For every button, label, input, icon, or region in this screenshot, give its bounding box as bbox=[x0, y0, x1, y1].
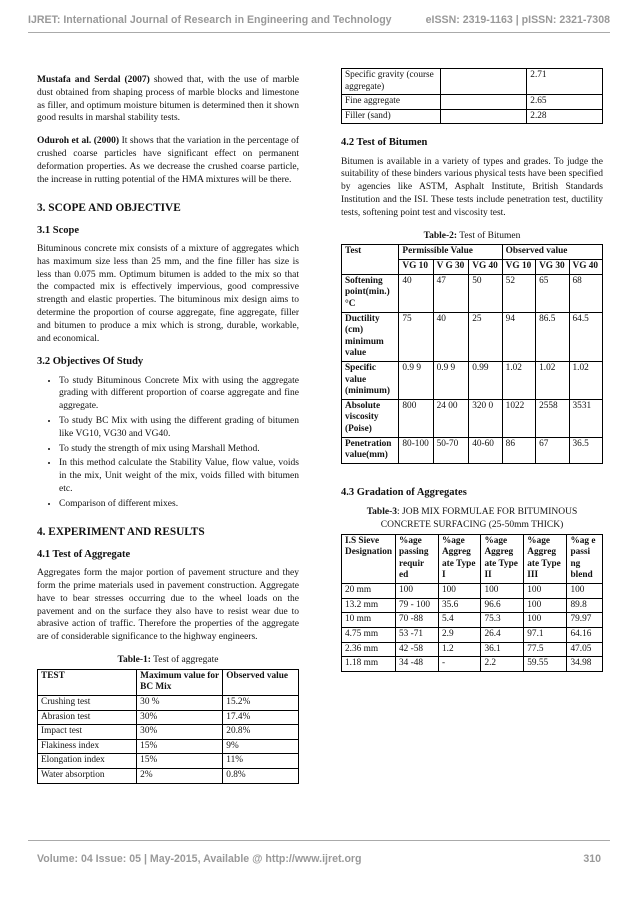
table-cell: 100 bbox=[396, 584, 439, 599]
objectives-list bbox=[37, 375, 299, 511]
table-cell: 2.71 bbox=[527, 69, 603, 95]
table-cell: 2% bbox=[137, 769, 223, 784]
table-row bbox=[342, 627, 603, 642]
table-cell: Filler (sand) bbox=[342, 109, 441, 124]
table-cell: 64.16 bbox=[567, 627, 603, 642]
table-row bbox=[342, 312, 603, 361]
table-cell: 80-100 bbox=[399, 437, 433, 463]
paragraph-aggregate: Aggregates form the major portion of pavement structure and they form the prime materials used in pavement construction. Aggregate have to bear stresses occurring due to the wheel loads on the pavement and on the surface they also have to resist wear due to abrasive action of traffic. Therefore the properties of the aggregate are of considerable significance to the highway engineers. bbox=[37, 568, 299, 643]
table-cell: 77.5 bbox=[524, 642, 567, 657]
table-cell: 4.75 mm bbox=[342, 627, 396, 642]
table-cell: 86 bbox=[502, 437, 535, 463]
table-cell: 53 -71 bbox=[396, 627, 439, 642]
table-header: VG 10 bbox=[399, 260, 433, 275]
table-cell: 65 bbox=[536, 274, 569, 312]
table-cell: Abrasion test bbox=[38, 710, 137, 725]
table-cell: Specific gravity (course aggregate) bbox=[342, 69, 441, 95]
table-header-row bbox=[342, 534, 603, 583]
caption-title: Test of Bitumen bbox=[457, 230, 521, 241]
table-header: VG 30 bbox=[536, 260, 569, 275]
paragraph-oduroh bbox=[37, 135, 299, 186]
table-cell: Elongation index bbox=[38, 754, 137, 769]
table-aggregate-continued bbox=[341, 68, 603, 124]
table-cell: Water absorption bbox=[38, 769, 137, 784]
table-cell: 1022 bbox=[502, 399, 535, 437]
table-cell: 15.2% bbox=[223, 696, 299, 711]
table-cell: Fine aggregate bbox=[342, 95, 441, 110]
table-cell: 30% bbox=[137, 725, 223, 740]
page-number: 310 bbox=[583, 853, 601, 865]
row-label: Softening point(min.)°C bbox=[342, 274, 399, 312]
table-cell: 30 % bbox=[137, 696, 223, 711]
table2-caption bbox=[341, 230, 603, 243]
author-ref: Mustafa and Serdal (2007) bbox=[37, 75, 150, 85]
table-row bbox=[342, 95, 603, 110]
table-header: V G 30 bbox=[433, 260, 469, 275]
table-header-row bbox=[38, 669, 299, 695]
table-cell: 52 bbox=[502, 274, 535, 312]
table-row bbox=[342, 657, 603, 672]
table-row bbox=[38, 769, 299, 784]
table-cell: 800 bbox=[399, 399, 433, 437]
table-cell: 10 mm bbox=[342, 613, 396, 628]
list-item: • To study BC Mix with using the different grading of bitumen like VG10, VG30 and VG40. bbox=[59, 415, 299, 441]
table-aggregate bbox=[37, 669, 299, 784]
table-cell: 100 bbox=[438, 584, 480, 599]
table-cell: 100 bbox=[524, 613, 567, 628]
table-header: I.S Sieve Designation bbox=[342, 534, 396, 583]
table-header: %age Aggreg ate Type II bbox=[481, 534, 524, 583]
table-cell: 86.5 bbox=[536, 312, 569, 361]
table-cell: 11% bbox=[223, 754, 299, 769]
table-row bbox=[342, 361, 603, 399]
table-cell: 35.6 bbox=[438, 598, 480, 613]
subsection-heading-3-2: 3.2 Objectives Of Study bbox=[37, 356, 144, 368]
table-header-row bbox=[342, 245, 603, 260]
table-row bbox=[342, 598, 603, 613]
table-cell: 34.98 bbox=[567, 657, 603, 672]
table-cell: 34 -48 bbox=[396, 657, 439, 672]
table-header: VG 10 bbox=[502, 260, 535, 275]
table-cell: 0.9 9 bbox=[399, 361, 433, 399]
table-cell: 2.65 bbox=[527, 95, 603, 110]
issn: eISSN: 2319-1163 | pISSN: 2321-7308 bbox=[425, 14, 610, 26]
row-label: Specific value (minimum) bbox=[342, 361, 399, 399]
table-cell: 79.97 bbox=[567, 613, 603, 628]
caption-label: Table-3 bbox=[366, 507, 397, 518]
table-row bbox=[342, 613, 603, 628]
table-row bbox=[342, 109, 603, 124]
caption-label: Table-2: bbox=[423, 230, 458, 241]
table-gradation bbox=[341, 534, 603, 672]
list-item: • To study Bituminous Concrete Mix with using the aggregate grading with different proportion of coarse aggregate and fine aggregate. bbox=[59, 375, 299, 413]
table-cell: 96.6 bbox=[481, 598, 524, 613]
table-cell: 1.02 bbox=[569, 361, 602, 399]
section-heading-4: 4. EXPERIMENT AND RESULTS bbox=[37, 525, 205, 538]
table-cell: 50 bbox=[469, 274, 502, 312]
table-row bbox=[38, 754, 299, 769]
footer-volume bbox=[37, 853, 362, 865]
table-cell: 68 bbox=[569, 274, 602, 312]
table-row bbox=[342, 399, 603, 437]
table-cell: 100 bbox=[567, 584, 603, 599]
table-cell: Impact test bbox=[38, 725, 137, 740]
table-cell: 17.4% bbox=[223, 710, 299, 725]
table-row bbox=[342, 274, 603, 312]
table-cell: 1.18 mm bbox=[342, 657, 396, 672]
table-header: Observed value bbox=[223, 669, 299, 695]
table-header: Observed value bbox=[502, 245, 602, 260]
table-row bbox=[342, 69, 603, 95]
subsection-heading-4-3: 4.3 Gradation of Aggregates bbox=[341, 486, 467, 498]
list-item: • In this method calculate the Stability Value, flow value, voids in the mix, Unit weight of the mix, voids filled with bitumen etc. bbox=[59, 457, 299, 495]
table-header: %age Aggreg ate Type I bbox=[438, 534, 480, 583]
table-row bbox=[342, 584, 603, 599]
list-item: • To study the strength of mix using Marshall Method. bbox=[59, 443, 299, 456]
table-cell: 94 bbox=[502, 312, 535, 361]
table-cell: 20.8% bbox=[223, 725, 299, 740]
table-cell: Crushing test bbox=[38, 696, 137, 711]
subsection-heading-4-2: 4.2 Test of Bitumen bbox=[341, 137, 428, 149]
table-cell: 0.9 9 bbox=[433, 361, 469, 399]
paragraph-text: It shows that the variation in the percentage of crushed coarse particles have significant effect on permanent deformation properties. As we decrease the crushed coarse particle, the increase in rutting potential of the HMA mixtures will be there. bbox=[37, 136, 299, 185]
table-cell: 320 0 bbox=[469, 399, 502, 437]
table-cell: 0.99 bbox=[469, 361, 502, 399]
table-cell bbox=[441, 69, 527, 95]
paragraph-scope: Bituminous concrete mix consists of a mixture of aggregates which has maximum size less than 25 mm, and the fine filler has size is less than 0.075 mm. Optimum bitumen is added to the mix so that the compacted mix is effectively impervious, good compressive strength and elastic properties. The bituminous mix design aims to determine the proportion of course aggregate, fine aggregate, filler and bitumen to produce a mix which is strong, durable, workable, and economical. bbox=[37, 243, 299, 344]
paragraph-bitumen: Bitumen is available in a variety of types and grades. To judge the suitability of these binders various physical tests have been specified by agencies like ASTM, Asphalt Institute, British Standards Institution and the ISI. These tests include penetration test, ductility tests, softening point test and viscosity test. bbox=[341, 156, 603, 218]
table-header: %ag e passi ng blend bbox=[567, 534, 603, 583]
table-cell: 1.02 bbox=[502, 361, 535, 399]
left-column bbox=[37, 74, 299, 784]
table-cell: 59.55 bbox=[524, 657, 567, 672]
caption-label: Table-1: bbox=[117, 655, 151, 666]
table-cell: 79 - 100 bbox=[396, 598, 439, 613]
page-footer bbox=[37, 853, 601, 865]
table-cell: 40 bbox=[433, 312, 469, 361]
table-cell: 0.8% bbox=[223, 769, 299, 784]
table-cell: 15% bbox=[137, 754, 223, 769]
table-cell bbox=[441, 95, 527, 110]
right-column bbox=[341, 68, 603, 672]
journal-link[interactable]: http://www.ijret.org bbox=[265, 853, 362, 865]
table-cell: 50-70 bbox=[433, 437, 469, 463]
table-cell: 1.2 bbox=[438, 642, 480, 657]
table-row bbox=[38, 725, 299, 740]
row-label: Ductility (cm) minimum value bbox=[342, 312, 399, 361]
table-cell: 89.8 bbox=[567, 598, 603, 613]
table-cell: 36.5 bbox=[569, 437, 602, 463]
table-cell: 64.5 bbox=[569, 312, 602, 361]
table-cell: 40 bbox=[399, 274, 433, 312]
table-cell: 100 bbox=[524, 598, 567, 613]
table-cell: 2.9 bbox=[438, 627, 480, 642]
table-cell: 40-60 bbox=[469, 437, 502, 463]
row-label: Penetration value(mm) bbox=[342, 437, 399, 463]
table-cell: 15% bbox=[137, 739, 223, 754]
table-cell: 1.02 bbox=[536, 361, 569, 399]
table-cell: 2.36 mm bbox=[342, 642, 396, 657]
table-cell: 24 00 bbox=[433, 399, 469, 437]
table-header: Permissible Value bbox=[399, 245, 502, 260]
volume-text: Volume: 04 Issue: 05 | May-2015, Available @ bbox=[37, 853, 266, 865]
paragraph-text: showed that, with the use of marble dust obtained from shaping process of marble blocks and limestone as filler, and optimum moisture bitumen is determined then it shown good results in marshal stability tests. bbox=[37, 75, 300, 124]
table-cell: 26.4 bbox=[481, 627, 524, 642]
table-header: %age Aggreg ate Type III bbox=[524, 534, 567, 583]
table-header: VG 40 bbox=[469, 260, 502, 275]
header-rule bbox=[28, 32, 610, 33]
table-cell: 67 bbox=[536, 437, 569, 463]
table1-caption bbox=[37, 654, 299, 667]
table-cell: 13.2 mm bbox=[342, 598, 396, 613]
table-cell: 100 bbox=[524, 584, 567, 599]
table-cell bbox=[441, 109, 527, 124]
subsection-heading-3-1: 3.1 Scope bbox=[37, 224, 79, 236]
table-row bbox=[342, 642, 603, 657]
subsection-heading-4-1: 4.1 Test of Aggregate bbox=[37, 548, 131, 560]
table-cell: 42 -58 bbox=[396, 642, 439, 657]
journal-title: IJRET: International Journal of Research in Engineering and Technology bbox=[28, 14, 392, 26]
table-cell: 97.1 bbox=[524, 627, 567, 642]
table-header: Maximum value for BC Mix bbox=[137, 669, 223, 695]
table-cell: 70 -88 bbox=[396, 613, 439, 628]
table-row bbox=[342, 437, 603, 463]
table-header: VG 40 bbox=[569, 260, 602, 275]
table-cell: 5.4 bbox=[438, 613, 480, 628]
table-header: TEST bbox=[38, 669, 137, 695]
footer-rule bbox=[28, 840, 610, 841]
table-bitumen bbox=[341, 244, 603, 463]
table-cell: 30% bbox=[137, 710, 223, 725]
author-ref: Oduroh et al. (2000) bbox=[37, 136, 120, 147]
table-cell: 9% bbox=[223, 739, 299, 754]
table-cell: 2558 bbox=[536, 399, 569, 437]
row-label: Absolute viscosity (Poise) bbox=[342, 399, 399, 437]
table-cell: Flakiness index bbox=[38, 739, 137, 754]
table-cell: 25 bbox=[469, 312, 502, 361]
table-header: Test bbox=[342, 245, 399, 274]
paragraph-mustafa bbox=[37, 74, 299, 125]
table-cell: 20 mm bbox=[342, 584, 396, 599]
table-row bbox=[38, 710, 299, 725]
section-heading-3: 3. SCOPE AND OBJECTIVE bbox=[37, 201, 181, 214]
table-cell: 2.2 bbox=[481, 657, 524, 672]
table3-caption bbox=[341, 506, 603, 532]
table-cell: 100 bbox=[481, 584, 524, 599]
table-cell: 75.3 bbox=[481, 613, 524, 628]
table-cell: 36.1 bbox=[481, 642, 524, 657]
caption-title: Test of aggregate bbox=[150, 655, 219, 666]
list-item: • Comparison of different mixes. bbox=[59, 498, 299, 511]
table-cell: - bbox=[438, 657, 480, 672]
table-cell: 47.05 bbox=[567, 642, 603, 657]
page-header bbox=[28, 14, 610, 26]
table-header: %age passing requir ed bbox=[396, 534, 439, 583]
table-cell: 3531 bbox=[569, 399, 602, 437]
table-cell: 75 bbox=[399, 312, 433, 361]
caption-title: : JOB MIX FORMULAE FOR BITUMINOUS CONCRETE SURFACING (25-50mm THICK) bbox=[380, 507, 578, 530]
table-row bbox=[38, 739, 299, 754]
table-cell: 47 bbox=[433, 274, 469, 312]
table-row bbox=[38, 696, 299, 711]
table-cell: 2.28 bbox=[527, 109, 603, 124]
